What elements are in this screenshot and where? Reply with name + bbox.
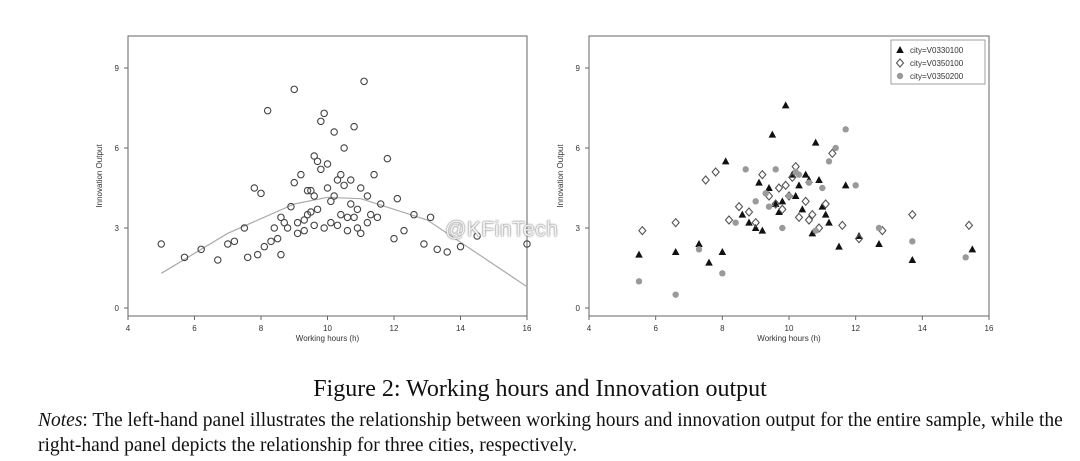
y-axis-label: Innovation Output: [95, 144, 104, 208]
figure-caption: Figure 2: Working hours and Innovation output: [313, 376, 767, 402]
data-point: [284, 225, 290, 231]
data-point: [779, 197, 787, 204]
data-point: [826, 158, 832, 164]
data-point: [802, 171, 810, 178]
figure-notes: [38, 408, 1068, 458]
data-point: [348, 201, 354, 207]
data-point: [291, 86, 297, 92]
x-tick-label: 14: [917, 324, 927, 333]
data-point: [358, 185, 364, 191]
data-point: [391, 235, 397, 241]
data-point: [746, 208, 753, 216]
data-point: [639, 227, 646, 235]
data-point: [401, 227, 407, 233]
data-point: [434, 246, 440, 252]
data-point: [969, 245, 977, 252]
data-point: [909, 211, 916, 219]
data-point: [962, 254, 968, 260]
data-point: [702, 176, 709, 184]
data-point: [765, 184, 773, 191]
notes-label: Notes: [38, 410, 83, 431]
legend-marker: [897, 73, 903, 79]
data-point: [752, 198, 758, 204]
data-point: [254, 251, 260, 257]
x-tick-label: 16: [984, 324, 994, 333]
data-point: [351, 123, 357, 129]
data-point: [782, 181, 789, 189]
data-point: [231, 238, 237, 244]
data-point: [294, 219, 300, 225]
data-point: [318, 166, 324, 172]
data-point: [361, 78, 367, 84]
data-point: [852, 182, 858, 188]
plot-frame: [128, 36, 527, 316]
x-tick-label: 10: [323, 324, 332, 333]
data-point: [795, 181, 803, 188]
fit-curve: [161, 197, 527, 286]
data-point: [712, 168, 719, 176]
data-point: [696, 246, 702, 252]
x-tick-label: 8: [258, 324, 264, 333]
x-tick-label: 4: [586, 324, 592, 333]
data-point: [384, 155, 390, 161]
x-tick-label: 16: [522, 324, 532, 333]
y-tick-label: 9: [114, 64, 119, 73]
data-point: [427, 214, 433, 220]
y-axis-label: Innovation Output: [556, 144, 565, 208]
data-point: [842, 181, 850, 188]
data-point: [909, 238, 915, 244]
data-point: [331, 193, 337, 199]
data-point: [311, 222, 317, 228]
data-point: [344, 227, 350, 233]
data-point: [158, 241, 164, 247]
data-point: [261, 243, 267, 249]
data-point: [705, 259, 713, 266]
data-point: [819, 185, 825, 191]
data-point: [806, 179, 812, 185]
data-point: [457, 243, 463, 249]
data-point: [726, 216, 733, 224]
data-point: [334, 222, 340, 228]
data-point: [636, 278, 642, 284]
data-point: [341, 145, 347, 151]
y-tick-label: 9: [575, 64, 580, 73]
data-point: [769, 131, 777, 138]
data-point: [351, 214, 357, 220]
data-point: [875, 240, 883, 247]
data-point: [825, 219, 833, 226]
data-point: [314, 158, 320, 164]
data-point: [786, 193, 792, 199]
data-point: [364, 219, 370, 225]
data-point: [321, 225, 327, 231]
data-point: [278, 251, 284, 257]
data-point: [338, 171, 344, 177]
data-point: [672, 291, 678, 297]
data-point: [264, 107, 270, 113]
data-point: [331, 129, 337, 135]
x-tick-label: 8: [720, 324, 725, 333]
y-tick-label: 6: [114, 144, 119, 153]
data-point: [348, 177, 354, 183]
x-axis-label: Working hours (h): [295, 334, 360, 343]
data-point: [766, 203, 772, 209]
data-point: [695, 240, 703, 247]
data-point: [812, 227, 818, 233]
data-point: [822, 211, 830, 218]
data-point: [672, 248, 680, 255]
data-point: [374, 214, 380, 220]
data-point: [354, 206, 360, 212]
data-point: [736, 203, 743, 211]
data-point: [394, 195, 400, 201]
data-point: [298, 171, 304, 177]
data-point: [672, 219, 679, 227]
data-point: [732, 219, 738, 225]
x-axis-label: Working hours (h): [757, 334, 821, 343]
data-point: [909, 256, 917, 263]
x-tick-label: 12: [851, 324, 861, 333]
data-point: [762, 190, 768, 196]
data-point: [719, 248, 727, 255]
data-point: [314, 206, 320, 212]
data-point: [802, 197, 809, 205]
left-panel: [95, 36, 532, 343]
data-point: [258, 190, 264, 196]
data-point: [215, 257, 221, 263]
x-tick-label: 12: [389, 324, 399, 333]
data-point: [815, 176, 823, 183]
data-point: [792, 192, 800, 199]
y-tick-label: 3: [575, 224, 580, 233]
data-point: [835, 243, 843, 250]
data-point: [759, 227, 767, 234]
data-point: [294, 230, 300, 236]
y-tick-label: 6: [575, 144, 580, 153]
data-point: [338, 211, 344, 217]
x-tick-label: 14: [456, 324, 465, 333]
data-point: [832, 145, 838, 151]
x-tick-label: 6: [653, 324, 658, 333]
data-point: [779, 225, 785, 231]
data-point: [251, 185, 257, 191]
data-point: [358, 230, 364, 236]
data-point: [842, 126, 848, 132]
data-point: [225, 241, 231, 247]
data-point: [796, 213, 803, 221]
x-tick-label: 4: [125, 324, 131, 333]
data-point: [321, 110, 327, 116]
data-point: [635, 251, 643, 258]
data-point: [799, 205, 807, 212]
data-point: [722, 157, 730, 164]
data-point: [839, 221, 846, 229]
data-point: [324, 185, 330, 191]
data-point: [364, 193, 370, 199]
data-point: [755, 179, 763, 186]
data-point: [444, 249, 450, 255]
y-tick-label: 3: [114, 224, 119, 233]
data-point: [782, 101, 790, 108]
data-point: [328, 219, 334, 225]
data-point: [271, 225, 277, 231]
data-point: [341, 182, 347, 188]
data-point: [745, 219, 753, 226]
data-point: [776, 184, 783, 192]
data-point: [966, 221, 973, 229]
right-panel: [556, 36, 994, 343]
data-point: [421, 241, 427, 247]
data-point: [742, 166, 748, 172]
data-point: [268, 238, 274, 244]
data-point: [739, 211, 747, 218]
y-tick-label: 0: [575, 304, 580, 313]
data-point: [719, 270, 725, 276]
data-point: [812, 139, 820, 146]
data-point: [368, 211, 374, 217]
data-point: [876, 225, 882, 231]
watermark-text: @KFinTech: [445, 218, 559, 241]
x-tick-label: 6: [192, 324, 197, 333]
data-point: [324, 161, 330, 167]
y-tick-label: 0: [114, 304, 119, 313]
data-point: [796, 171, 802, 177]
notes-text: : The left-hand panel illustrates the relationship between working hours and innovation output for the entire sample, while the right-hand panel depicts the relationship for three cities, respectively.: [38, 410, 1063, 456]
data-point: [344, 214, 350, 220]
legend-label: city=V0350200: [910, 72, 964, 81]
legend-label: city=V0350100: [910, 59, 964, 68]
legend-label: city=V0330100: [910, 46, 964, 55]
x-tick-label: 10: [784, 324, 794, 333]
data-point: [759, 171, 766, 179]
data-point: [311, 193, 317, 199]
data-point: [301, 227, 307, 233]
data-point: [291, 179, 297, 185]
data-point: [371, 171, 377, 177]
data-point: [772, 166, 778, 172]
data-point: [274, 235, 280, 241]
data-point: [318, 118, 324, 124]
data-point: [245, 254, 251, 260]
